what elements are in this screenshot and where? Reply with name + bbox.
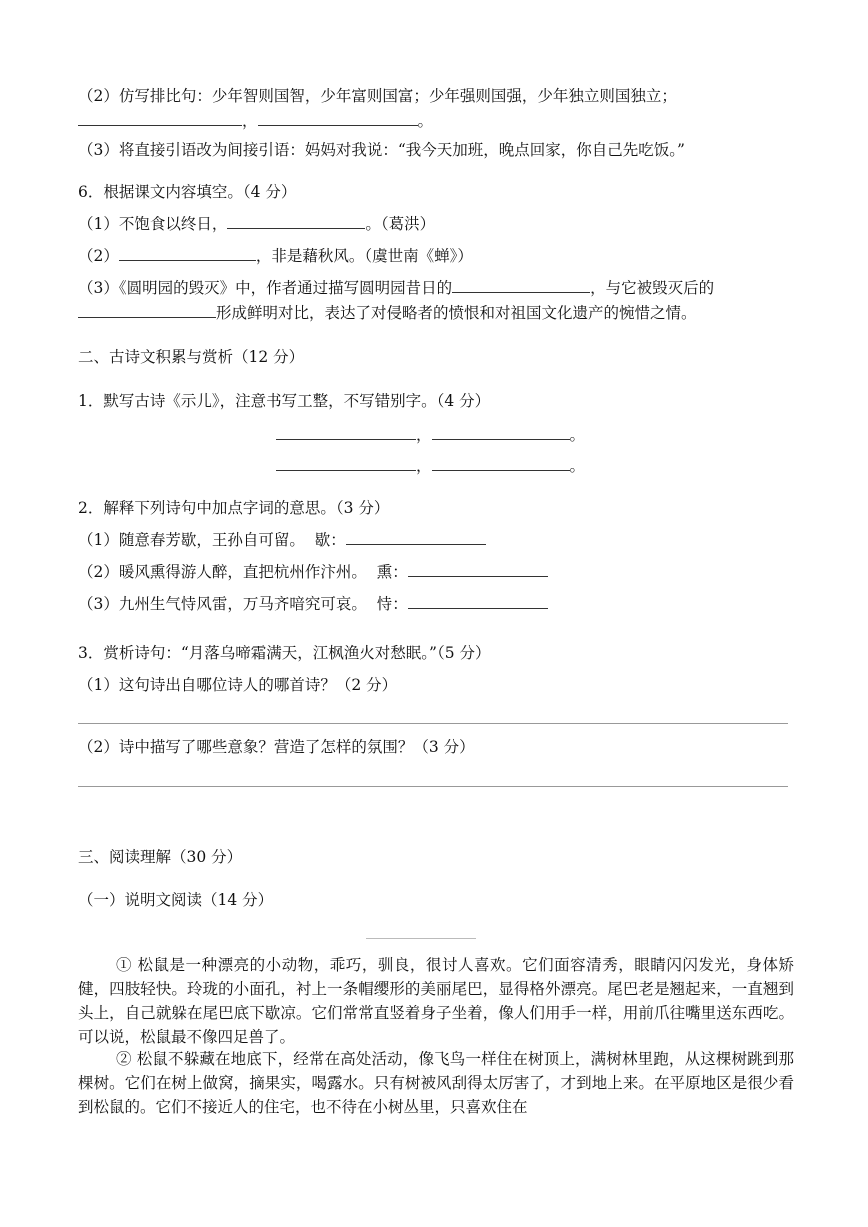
q5-item2-answer-line: ， 。	[78, 110, 433, 132]
passage-paragraph-2: ② 松鼠不躲藏在地底下，经常在高处活动，像飞鸟一样住在树顶上，满树林里跑，从这棵树跳到那棵树。它们在树上做窝，摘果实，喝露水。只有树被风刮得太厉害了，才到地上来。在平原地区是很少看到松鼠的。它们不接近人的住宅，也不待在小树丛里，只喜欢住在	[78, 1050, 794, 1116]
s3-subtitle: （一）说明文阅读（14 分）	[78, 891, 274, 909]
answer-blank[interactable]	[276, 424, 416, 440]
s2-q3-item1: （1）这句诗出自哪位诗人的哪首诗？（2 分）	[78, 676, 398, 694]
answer-blank[interactable]	[408, 593, 548, 609]
s2-q2: 2．解释下列诗句中加点字词的意思。（3 分）	[78, 499, 390, 517]
q6-item2: （2） ，非是藉秋风。（虞世南《蝉》）	[78, 247, 473, 265]
q5-item3: （3）将直接引语改为间接引语：妈妈对我说：“我今天加班，晚点回家，你自己先吃饭。”	[78, 141, 685, 159]
q6-title: 6．根据课文内容填空。（4 分）	[78, 183, 297, 201]
q6-item3-cont: 形成鲜明对比，表达了对侵略者的愤恨和对祖国文化遗产的惋惜之情。	[78, 302, 697, 324]
answer-blank[interactable]	[78, 110, 242, 126]
q6-item1: （1）不饱食以终日， 。（葛洪）	[78, 215, 436, 233]
section2-title: 二、古诗文积累与赏析（12 分）	[78, 348, 305, 366]
answer-rule[interactable]	[78, 723, 788, 724]
s2-q2-item3: （3）九州生气恃风雷，万马齐喑究可哀。 恃：	[78, 593, 548, 615]
s2-q3: 3．赏析诗句：“月落乌啼霜满天，江枫渔火对愁眠。”（5 分）	[78, 644, 491, 662]
q6-item3: （3）《圆明园的毁灭》中，作者通过描写圆明园昔日的 ，与它被毁灭后的	[78, 279, 715, 297]
passage-paragraph-1: ① 松鼠是一种漂亮的小动物，乖巧，驯良，很讨人喜欢。它们面容清秀，眼睛闪闪发光，身体矫健，四肢轻快。玲珑的小面孔，衬上一条帽缨形的美丽尾巴，显得格外漂亮。尾巴老是翘起来，一直翘到头上，自己就躲在尾巴底下歇凉。它们常常直竖着身子坐着，像人们用手一样，用前爪往嘴里送东西吃。可以说，松鼠最不像四足兽了。	[78, 956, 794, 1046]
s2-q2-item2: （2）暖风熏得游人醉，直把杭州作汴州。 熏：	[78, 561, 548, 583]
answer-blank[interactable]	[119, 245, 256, 261]
answer-blank[interactable]	[346, 529, 486, 545]
s2-q2-item1: （1）随意春芳歇，王孙自可留。 歇：	[78, 529, 486, 551]
poem-line-1: ， 。	[276, 424, 585, 446]
passage-title-placeholder	[366, 938, 476, 939]
section3-title: 三、阅读理解（30 分）	[78, 848, 243, 866]
answer-rule[interactable]	[78, 786, 788, 787]
s2-q3-item2: （2）诗中描写了哪些意象？营造了怎样的氛围？（3 分）	[78, 738, 475, 756]
answer-blank[interactable]	[227, 213, 365, 229]
answer-blank[interactable]	[408, 561, 548, 577]
answer-blank[interactable]	[276, 455, 416, 471]
answer-blank[interactable]	[432, 424, 570, 440]
answer-blank[interactable]	[78, 302, 216, 318]
q5-item2: （2）仿写排比句：少年智则国智，少年富则国富；少年强则国强，少年独立则国独立；	[78, 87, 677, 105]
answer-blank[interactable]	[452, 277, 590, 293]
answer-blank[interactable]	[258, 110, 418, 126]
s2-q1: 1．默写古诗《示儿》，注意书写工整，不写错别字。（4 分）	[78, 392, 491, 410]
answer-blank[interactable]	[432, 455, 570, 471]
poem-line-2: ， 。	[276, 455, 585, 477]
